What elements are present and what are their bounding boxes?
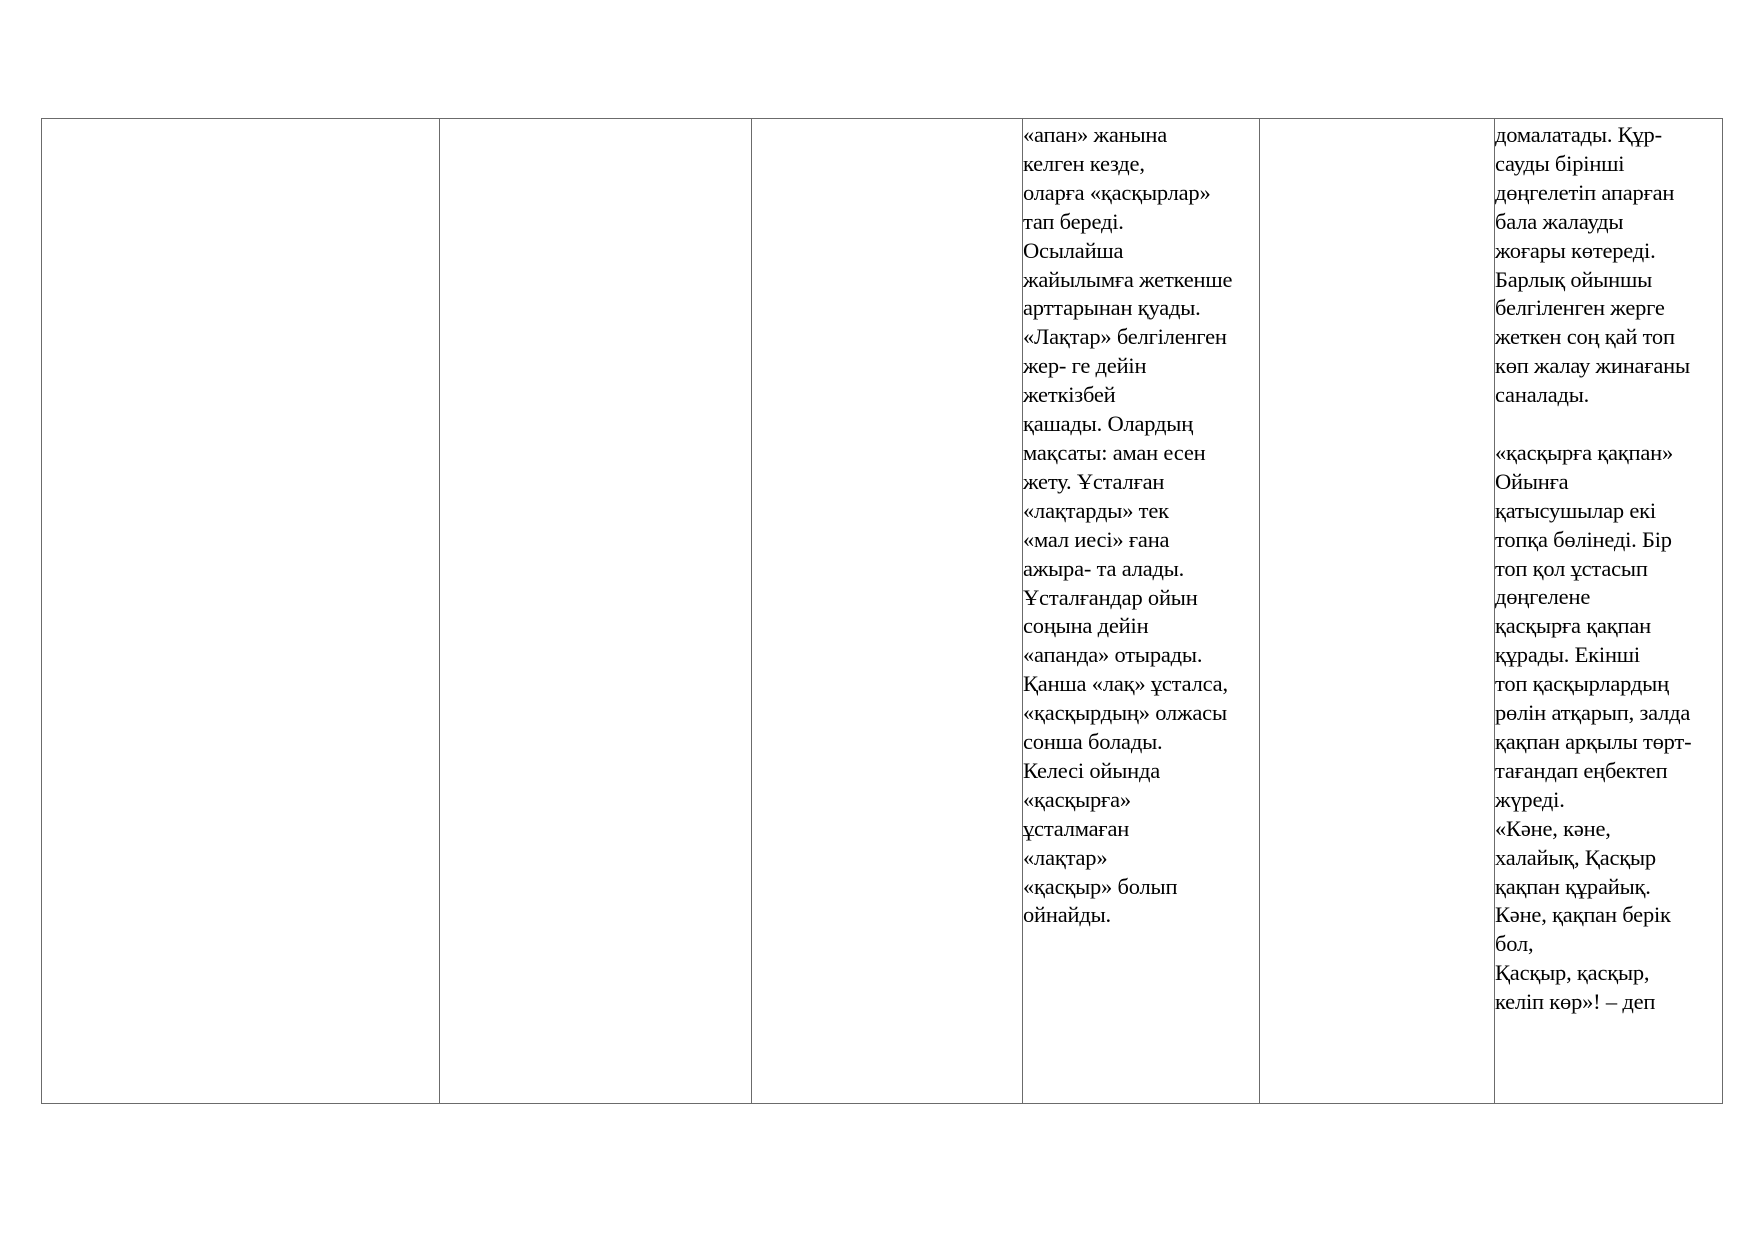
text-line: бала жалауды: [1495, 208, 1624, 234]
text-line: жеткен соң қай топ: [1495, 324, 1675, 350]
table-cell-col2: [440, 119, 752, 1104]
text-line: Келесі ойында: [1023, 757, 1161, 783]
text-line: «қасқырдың» олжасы: [1023, 700, 1227, 726]
text-line: топ қасқырлардың: [1495, 671, 1669, 697]
text-line: топқа бөлінеді. Бір: [1495, 526, 1672, 552]
text-line: тағандап еңбектеп: [1495, 757, 1668, 783]
text-line: «апан» жанына: [1023, 122, 1168, 147]
text-line: топ қол ұстасып: [1495, 555, 1648, 581]
text-line: халайық, Қасқыр: [1495, 844, 1656, 870]
text-line: Қанша «лақ» ұсталса,: [1023, 671, 1228, 697]
table-cell-col5: [1260, 119, 1495, 1104]
text-line: Барлық ойыншы: [1495, 266, 1653, 292]
text-line: қақпан арқылы төрт-: [1495, 729, 1692, 755]
text-line: соңына дейін: [1023, 613, 1149, 639]
text-line: дөңгелене: [1495, 584, 1591, 610]
text-line: «Лақтар» белгіленген: [1023, 324, 1227, 350]
text-line: Осылайша: [1023, 237, 1124, 263]
text-line: дөңгелетіп апарған: [1495, 179, 1675, 205]
table-cell-col6: [1495, 119, 1723, 1104]
text-line: сауды бірінші: [1495, 150, 1625, 176]
text-line: «мал иесі» ғана: [1023, 526, 1170, 552]
document-table: [41, 118, 1723, 1104]
table-cell-col1: [42, 119, 440, 1104]
game-description-text: [1023, 119, 1259, 930]
text-line: Кәне, қақпан берік: [1495, 902, 1671, 928]
text-line: ойнайды.: [1023, 902, 1111, 928]
text-line: сонша болады.: [1023, 729, 1163, 755]
text-line: жайылымға жеткенше: [1023, 266, 1233, 292]
text-line: бол,: [1495, 931, 1534, 957]
table-cell-col4: [1023, 119, 1260, 1104]
text-line: тап береді.: [1023, 208, 1124, 234]
text-line: домалатады. Құр-: [1495, 122, 1662, 147]
text-line: ажыра- та алады.: [1023, 555, 1185, 581]
text-line: Қасқыр, қасқыр,: [1495, 960, 1650, 986]
text-line: жүреді.: [1495, 786, 1565, 812]
text-line: келіп көр»! – деп: [1495, 989, 1656, 1015]
text-line: оларға «қасқырлар»: [1023, 179, 1211, 205]
text-line: қасқырға қақпан: [1495, 613, 1651, 639]
game-rules-text: [1495, 119, 1722, 1017]
text-line: құрады. Екінші: [1495, 642, 1640, 668]
table-cell-col3: [752, 119, 1023, 1104]
blank-line: [1495, 410, 1722, 439]
text-line: жеткізбей: [1023, 382, 1116, 408]
text-line: жоғары көтереді.: [1495, 237, 1656, 263]
text-line: арттарынан қуады.: [1023, 295, 1201, 321]
text-line: қақпан құрайық.: [1495, 873, 1651, 899]
text-line: мақсаты: аман есен: [1023, 439, 1206, 465]
text-line: ұсталмаған: [1023, 815, 1130, 841]
text-line: жер- ге дейін: [1023, 353, 1147, 379]
text-line: рөлін атқарып, залда: [1495, 700, 1691, 726]
text-line: қашады. Олардың: [1023, 411, 1194, 437]
text-line: «лақтар»: [1023, 844, 1108, 870]
text-line: «апанда» отырады.: [1023, 642, 1203, 668]
text-line: «қасқырға»: [1023, 786, 1131, 812]
text-line: «Кәне, кәне,: [1495, 815, 1611, 841]
text-line: «лақтарды» тек: [1023, 497, 1169, 523]
text-line: көп жалау жинағаны: [1495, 353, 1690, 379]
text-line: қатысушылар екі: [1495, 497, 1656, 523]
table-row: [42, 119, 1723, 1104]
text-line: келген кезде,: [1023, 150, 1145, 176]
text-line: «қасқырға қақпан»: [1495, 439, 1674, 465]
text-line: Ойынға: [1495, 468, 1569, 494]
text-line: жету. Ұсталған: [1023, 468, 1165, 494]
text-line: белгіленген жерге: [1495, 295, 1665, 321]
text-line: «қасқыр» болып: [1023, 873, 1178, 899]
text-line: саналады.: [1495, 382, 1590, 408]
text-line: Ұсталғандар ойын: [1023, 584, 1198, 610]
